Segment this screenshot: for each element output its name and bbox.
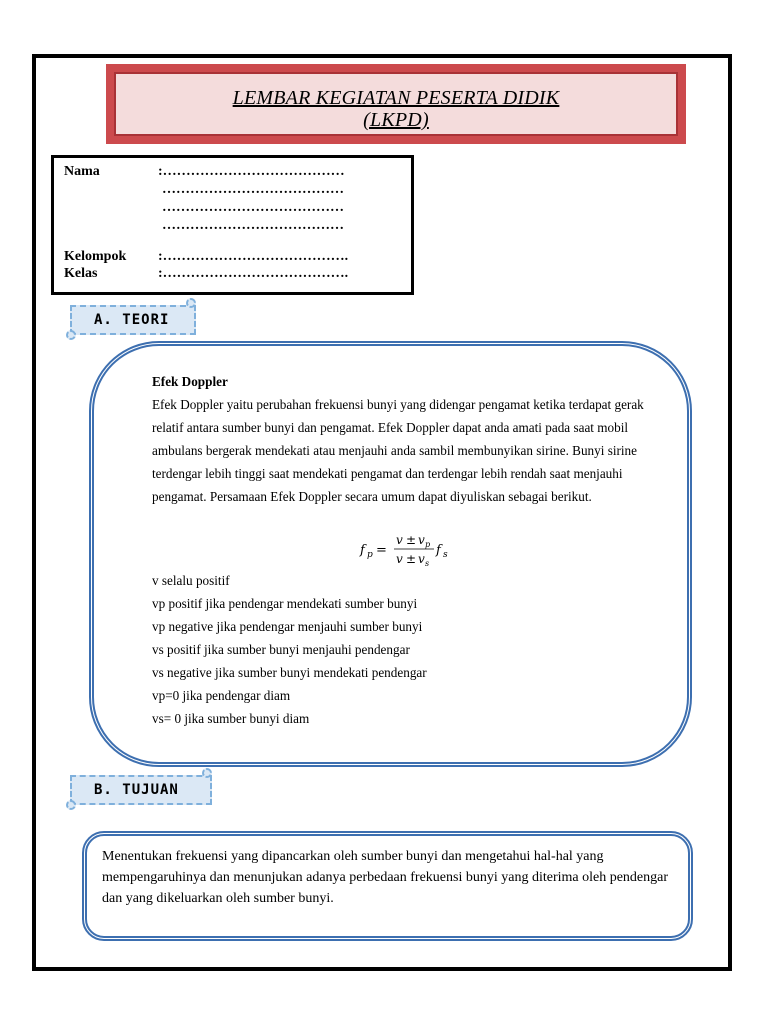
nama-line-3[interactable]: ………………………………… bbox=[162, 200, 344, 215]
identity-box bbox=[51, 155, 414, 295]
formula-den-var: v bbox=[418, 552, 425, 566]
formula-num-sub: p bbox=[425, 540, 431, 549]
theory-paragraph: Efek Doppler yaitu perubahan frekuensi bunyi yang didengar pengamat ketika terdapat gerak relatif antara sumber bunyi dan pengamat. Efek Doppler dapat anda amati pada saat mobil ambulans bergerak mendekati atau menjauhi anda sambil membunyikan sirine. Bunyi sirine terdengar lebih tinggi saat mendekati pengamat dan terdengar lebih rendah saat menjauhi pengamat. Persamaan Efek Doppler secara umum dapat diyuliskan sebagai berikut. bbox=[152, 397, 644, 504]
rule-line: vp=0 jika pendengar diam bbox=[152, 688, 291, 703]
formula-num-var: v bbox=[418, 533, 425, 547]
goal-text: Menentukan frekuensi yang dipancarkan oleh sumber bunyi dan mengetahui hal-hal yang mempengaruhinya dan menunjukan adanya perbedaan frekuensi bunyi yang diterima oleh pendengar dan yang dikeluarkan oleh sumber bunyi. bbox=[102, 849, 669, 906]
section-b-label: B. TUJUAN bbox=[94, 782, 179, 798]
theory-heading: Efek Doppler bbox=[152, 374, 228, 389]
rule-line: v selalu positif bbox=[152, 573, 230, 588]
formula-rhs: f bbox=[436, 543, 441, 558]
title-banner bbox=[106, 64, 686, 144]
formula-equals: = bbox=[376, 543, 387, 558]
formula-num-v: v bbox=[396, 533, 403, 547]
formula-lhs: f bbox=[360, 543, 365, 558]
kelas-value[interactable]: :…………………………………. bbox=[158, 266, 349, 281]
title-banner-inner bbox=[114, 72, 678, 136]
kelompok-label: Kelompok bbox=[64, 249, 127, 264]
section-b-tag bbox=[70, 775, 212, 805]
nama-line-4[interactable]: ………………………………… bbox=[162, 218, 344, 233]
nama-label: Nama bbox=[64, 164, 100, 179]
scroll-curl-icon bbox=[66, 800, 76, 810]
formula-den-v: v bbox=[396, 552, 403, 566]
formula-den-pm: ± bbox=[406, 552, 417, 566]
formula-lhs-sub: p bbox=[367, 550, 373, 560]
doppler-formula bbox=[358, 530, 458, 570]
section-a-label: A. TEORI bbox=[94, 312, 170, 328]
scroll-curl-icon bbox=[202, 768, 212, 778]
rule-line: vp positif jika pendengar mendekati sumber bunyi bbox=[152, 596, 418, 611]
section-a-tag bbox=[70, 305, 196, 335]
formula-num-pm: ± bbox=[406, 533, 417, 547]
kelompok-value[interactable]: :…………………………………. bbox=[158, 249, 349, 264]
document-title: LEMBAR KEGIATAN PESERTA DIDIK bbox=[232, 87, 560, 109]
theory-content bbox=[152, 370, 672, 508]
rule-line: vs negative jika sumber bunyi mendekati pendengar bbox=[152, 665, 427, 680]
rule-line: vs= 0 jika sumber bunyi diam bbox=[152, 711, 310, 726]
nama-line-1[interactable]: :………………………………… bbox=[158, 164, 345, 179]
formula-rhs-sub: s bbox=[443, 550, 448, 560]
formula-den-sub: s bbox=[425, 559, 430, 568]
nama-line-2[interactable]: ………………………………… bbox=[162, 182, 344, 197]
kelas-label: Kelas bbox=[64, 266, 98, 281]
rule-line: vs positif jika sumber bunyi menjauhi pendengar bbox=[152, 642, 410, 657]
scroll-curl-icon bbox=[66, 330, 76, 340]
scroll-curl-icon bbox=[186, 298, 196, 308]
rule-line: vp negative jika pendengar menjauhi sumber bunyi bbox=[152, 619, 423, 634]
document-subtitle: (LKPD) bbox=[363, 109, 429, 131]
